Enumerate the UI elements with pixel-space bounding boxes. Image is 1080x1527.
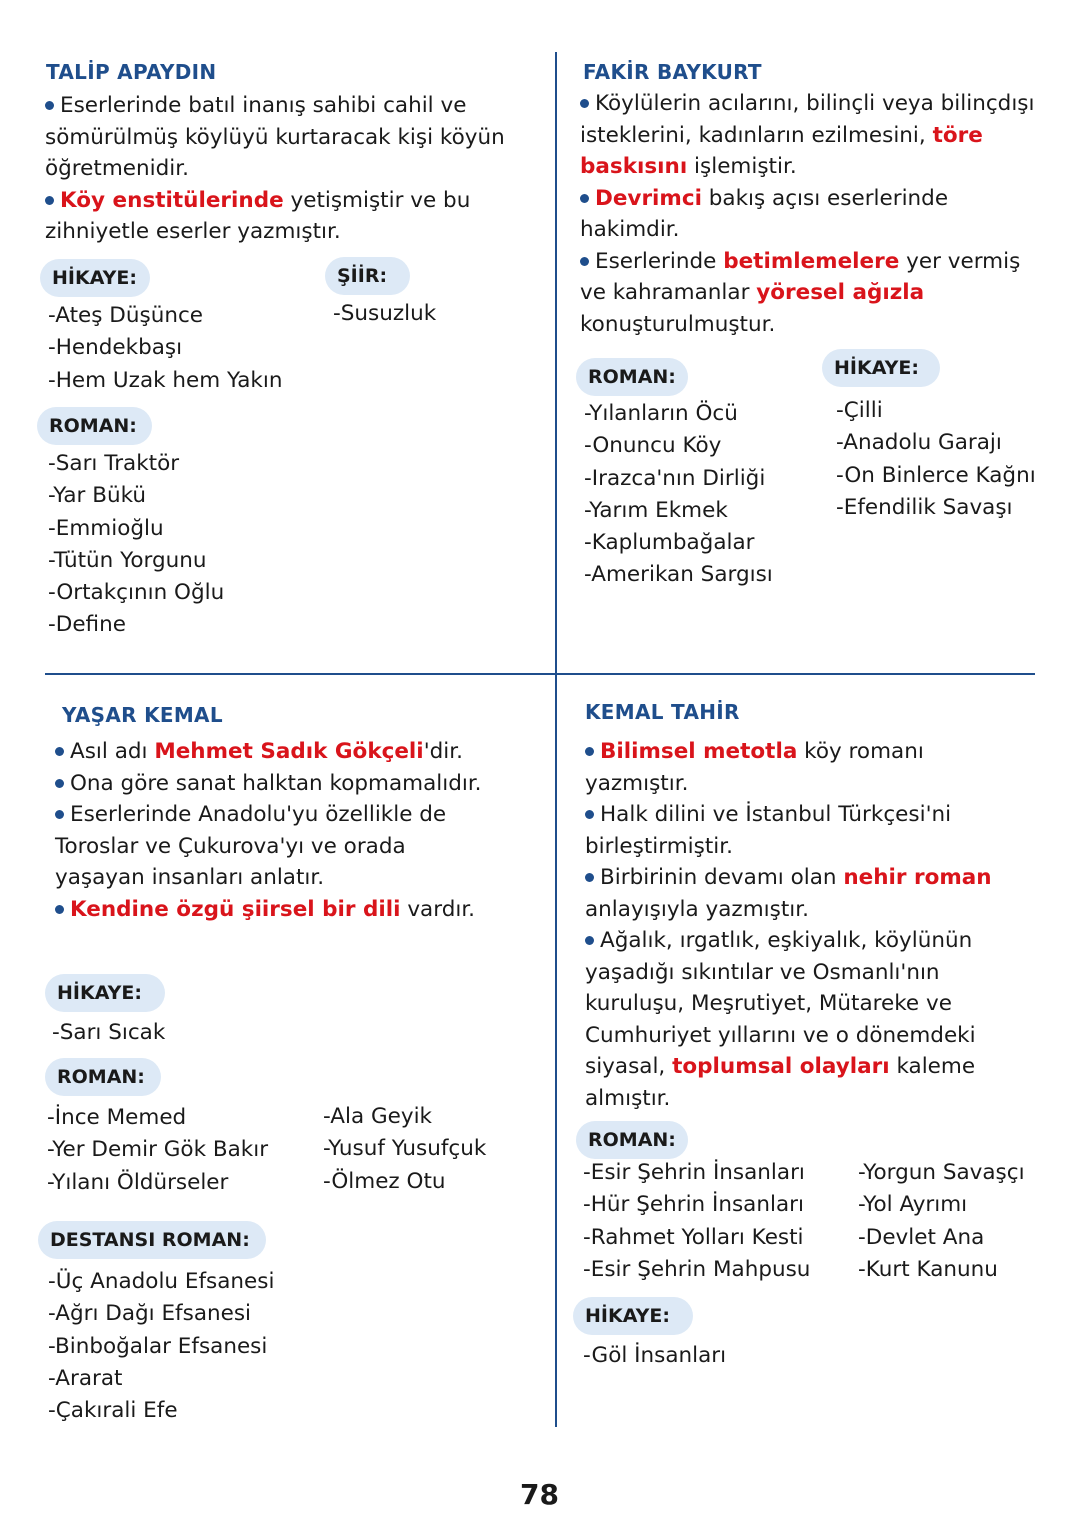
author-heading-talip: TALİP APAYDIN (46, 60, 217, 84)
page-number: 78 (520, 1478, 559, 1511)
bullet-dot-icon (580, 194, 589, 203)
list-item: -Esir Şehrin İnsanları (583, 1160, 805, 1185)
list-item: -Yılanların Öcü (584, 401, 738, 426)
bullet-dot-icon (45, 196, 54, 205)
list-item: -Yarım Ekmek (584, 497, 728, 523)
highlight-text: Mehmet Sadık Gökçeli (154, 739, 424, 764)
bullets-yasar (55, 736, 495, 925)
label-destansi-roman: DESTANSI ROMAN: (38, 1221, 266, 1259)
highlight-text: toplumsal olayları (672, 1054, 890, 1079)
vertical-divider (555, 52, 557, 1427)
list-item: -Anadolu Garajı (836, 430, 1002, 456)
author-heading-fakir: FAKİR BAYKURT (583, 60, 762, 84)
bullet-dot-icon (580, 99, 589, 108)
list-item: -Ala Geyik (323, 1104, 433, 1129)
list-item: -Sarı Traktör (48, 451, 180, 476)
list-item: -Ararat (48, 1365, 123, 1391)
bullet-point (45, 90, 515, 185)
author-heading-kemal: KEMAL TAHİR (585, 700, 740, 724)
list-hikaye-yasar (52, 1017, 165, 1049)
bullet-point (55, 736, 495, 768)
bullet-point (580, 183, 1035, 246)
list-item: -Irazca'nın Dirliği (584, 465, 766, 491)
bullet-point (585, 925, 1025, 1114)
list-item: -Efendilik Savaşı (836, 494, 1013, 520)
body-text: Ona göre sanat halktan kopmamalıdır. (70, 770, 482, 796)
body-text: yer vermiş ve kahramanlar (580, 248, 1021, 305)
list-item: -Göl İnsanları (583, 1343, 727, 1368)
label-hikaye-talip: HİKAYE: (40, 259, 150, 297)
list-item: -Yorgun Savaşçı (858, 1160, 1025, 1185)
list-roman-yasar-1 (47, 1102, 268, 1199)
bullets-fakir (580, 88, 1035, 340)
list-roman-fakir (584, 398, 773, 592)
bullet-dot-icon (55, 779, 64, 788)
list-item: -Yol Ayrımı (858, 1192, 968, 1218)
list-hikaye-fakir (836, 395, 1036, 524)
body-text: Asıl adı (70, 739, 155, 764)
list-item: -Tütün Yorgunu (48, 547, 207, 573)
bullet-point (55, 768, 495, 800)
list-item: -Kurt Kanunu (858, 1256, 998, 1282)
list-hikaye-talip (48, 300, 282, 397)
label-hikaye-kemal: HİKAYE: (573, 1297, 693, 1335)
bullet-point (585, 736, 1025, 799)
bullet-dot-icon (580, 257, 589, 266)
bullet-point (55, 799, 495, 894)
list-item: -On Binlerce Kağnı (836, 462, 1036, 488)
bullet-point (585, 799, 1025, 862)
body-text: işlemiştir. (687, 154, 797, 179)
bullet-point (45, 185, 515, 248)
list-item: -Çilli (836, 398, 883, 423)
highlight-text: betimlemelere (723, 248, 900, 274)
list-item: -Devlet Ana (858, 1224, 985, 1250)
label-hikaye-yasar: HİKAYE: (45, 974, 165, 1012)
label-roman-talip: ROMAN: (37, 407, 152, 445)
body-text: bakış açısı eserlerinde hakimdir. (580, 185, 949, 242)
body-text: konuşturulmuştur. (580, 311, 776, 337)
bullet-dot-icon (55, 810, 64, 819)
list-item: -Ortakçının Oğlu (48, 580, 225, 606)
highlight-text: yöresel ağızla (756, 280, 925, 305)
list-item: -Ağrı Dağı Efsanesi (48, 1301, 252, 1327)
bullet-dot-icon (55, 905, 64, 914)
bullet-point (580, 246, 1035, 341)
body-text: anlayışıyla yazmıştır. (585, 896, 809, 922)
body-text: Halk dilini ve İstanbul Türkçesi'ni birleştirmiştir. (585, 802, 952, 859)
bullet-dot-icon (585, 747, 594, 756)
list-roman-yasar-2 (323, 1101, 486, 1198)
list-item: -Sarı Sıcak (52, 1020, 166, 1045)
list-item: -Yılanı Öldürseler (47, 1169, 229, 1195)
bullet-point (585, 862, 1025, 925)
label-siir-talip: ŞİİR: (325, 257, 410, 295)
bullet-point (55, 894, 495, 926)
list-item: -Rahmet Yolları Kesti (583, 1224, 804, 1250)
list-item: -Ölmez Otu (323, 1168, 446, 1194)
highlight-text: Kendine özgü şiirsel bir dili (70, 896, 401, 922)
list-hikaye-kemal (583, 1340, 726, 1372)
list-item: -Çakırali Efe (48, 1398, 178, 1424)
list-item: -Emmioğlu (48, 515, 164, 541)
body-text: vardır. (400, 896, 476, 922)
label-roman-kemal: ROMAN: (576, 1121, 688, 1159)
bullet-dot-icon (55, 747, 64, 756)
list-item: -İnce Memed (47, 1105, 187, 1130)
list-roman-kemal-2 (858, 1157, 1025, 1286)
highlight-text: Devrimci (595, 185, 702, 211)
list-item: -Define (48, 612, 126, 638)
bullets-talip (45, 90, 515, 248)
bullet-point (580, 88, 1035, 183)
bullet-dot-icon (585, 936, 594, 945)
label-roman-fakir: ROMAN: (576, 358, 688, 396)
label-roman-yasar: ROMAN: (45, 1058, 161, 1096)
body-text: Eserlerinde (595, 248, 724, 274)
list-item: -Binboğalar Efsanesi (48, 1333, 268, 1359)
list-item: -Ateş Düşünce (48, 303, 203, 328)
body-text: yetişmiştir ve bu zihniyetle eserler yazmıştır. (45, 187, 471, 244)
list-item: -Hür Şehrin İnsanları (583, 1192, 804, 1218)
body-text: Ağalık, ırgatlık, eşkiyalık, köylünün yaşadığı sıkıntılar ve Osmanlı'nın kuruluşu, Meşrutiyet, Mütareke ve Cumhuriyet yıllarını ve o dönemdeki siyasal, (585, 928, 976, 1079)
body-text: 'dir. (423, 739, 463, 764)
body-text: Köylülerin acılarını, bilinçli veya bilinçdışı isteklerini, kadınların ezilmesini, (580, 91, 1035, 148)
horizontal-divider (45, 673, 1035, 675)
body-text: köy romanı yazmıştır. (585, 739, 924, 796)
bullet-dot-icon (585, 873, 594, 882)
bullet-dot-icon (45, 101, 54, 110)
list-item: -Hem Uzak hem Yakın (48, 367, 283, 393)
highlight-text: Bilimsel metotla (600, 739, 798, 764)
list-item: -Yar Bükü (48, 483, 147, 509)
list-siir-talip (333, 298, 436, 330)
list-item: -Esir Şehrin Mahpusu (583, 1256, 811, 1282)
list-roman-kemal-1 (583, 1157, 810, 1286)
list-item: -Susuzluk (333, 301, 437, 326)
author-heading-yasar: YAŞAR KEMAL (62, 703, 223, 727)
bullets-kemal (585, 736, 1025, 1114)
list-item: -Üç Anadolu Efsanesi (48, 1269, 275, 1294)
body-text: Birbirinin devamı olan (600, 865, 844, 890)
highlight-text: nehir roman (843, 865, 992, 890)
body-text: Eserlerinde batıl inanış sahibi cahil ve sömürülmüş köylüyü kurtaracak kişi köyün öğretmenidir. (45, 93, 505, 181)
highlight-text: töre baskısını (580, 122, 983, 179)
list-destansi-roman (48, 1266, 274, 1427)
list-roman-talip (48, 448, 224, 642)
list-item: -Yusuf Yusufçuk (323, 1136, 487, 1162)
list-item: -Yer Demir Gök Bakır (47, 1137, 269, 1163)
list-item: -Onuncu Köy (584, 433, 722, 459)
label-hikaye-fakir: HİKAYE: (822, 349, 940, 387)
list-item: -Amerikan Sargısı (584, 562, 773, 588)
bullet-dot-icon (585, 810, 594, 819)
body-text: Eserlerinde Anadolu'yu özellikle de Toroslar ve Çukurova'yı ve orada yaşayan insanları anlatır. (55, 802, 447, 890)
highlight-text: Köy enstitülerinde (60, 187, 284, 213)
list-item: -Kaplumbağalar (584, 530, 755, 556)
list-item: -Hendekbaşı (48, 335, 183, 361)
body-text: kaleme almıştır. (585, 1054, 976, 1111)
